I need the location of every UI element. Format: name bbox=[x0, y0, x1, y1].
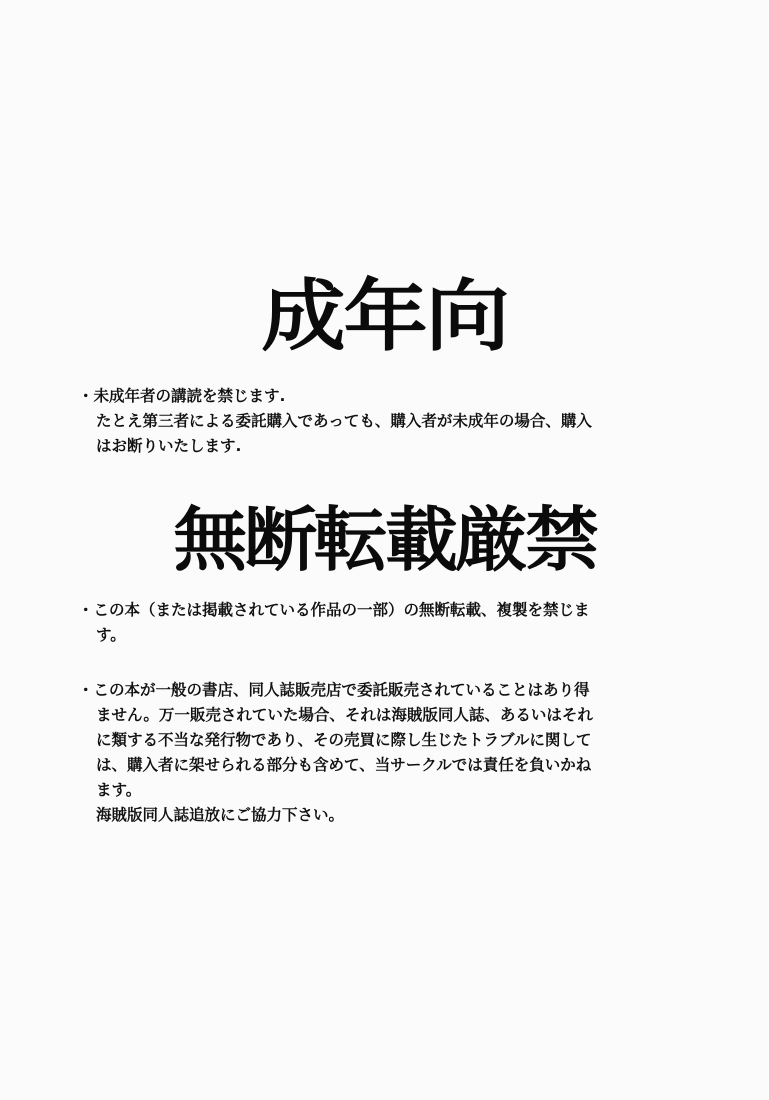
copy-notice-line-2: す。 bbox=[96, 626, 126, 644]
pirate-notice-line-1: ・この本が一般の書店、同人誌販売店で委託販売されていることはあり得 bbox=[78, 681, 590, 699]
adult-content-heading: 成年向 bbox=[261, 272, 508, 362]
pirate-notice-line-4: は、購入者に架せられる部分も含めて、当サークルでは責任を負いかね bbox=[96, 756, 592, 774]
pirate-notice-block bbox=[78, 678, 718, 828]
copy-notice-line-1: ・この本（または掲載されている作品の一部）の無断転載、複製を禁じま bbox=[78, 601, 590, 619]
copy-notice-block bbox=[78, 598, 718, 648]
pirate-notice-line-6: 海賊版同人誌追放にご協力下さい。 bbox=[96, 806, 345, 824]
adult-notice-line-3: はお断りいたします. bbox=[96, 437, 242, 455]
adult-notice-block bbox=[78, 384, 718, 459]
pirate-notice-line-3: に類する不当な発行物であり、その売買に際し生じたトラブルに関して bbox=[96, 731, 592, 749]
pirate-notice-line-5: ます。 bbox=[96, 781, 142, 799]
adult-notice-line-1: ・未成年者の講読を禁じます. bbox=[78, 387, 286, 405]
no-reproduction-heading: 無断転載厳禁 bbox=[173, 499, 596, 581]
adult-notice-line-2: たとえ第三者による委託購入であっても、購入者が未成年の場合、購入 bbox=[96, 412, 592, 430]
pirate-notice-line-2: ません。万一販売されていた場合、それは海賊版同人誌、あるいはそれ bbox=[96, 706, 593, 724]
